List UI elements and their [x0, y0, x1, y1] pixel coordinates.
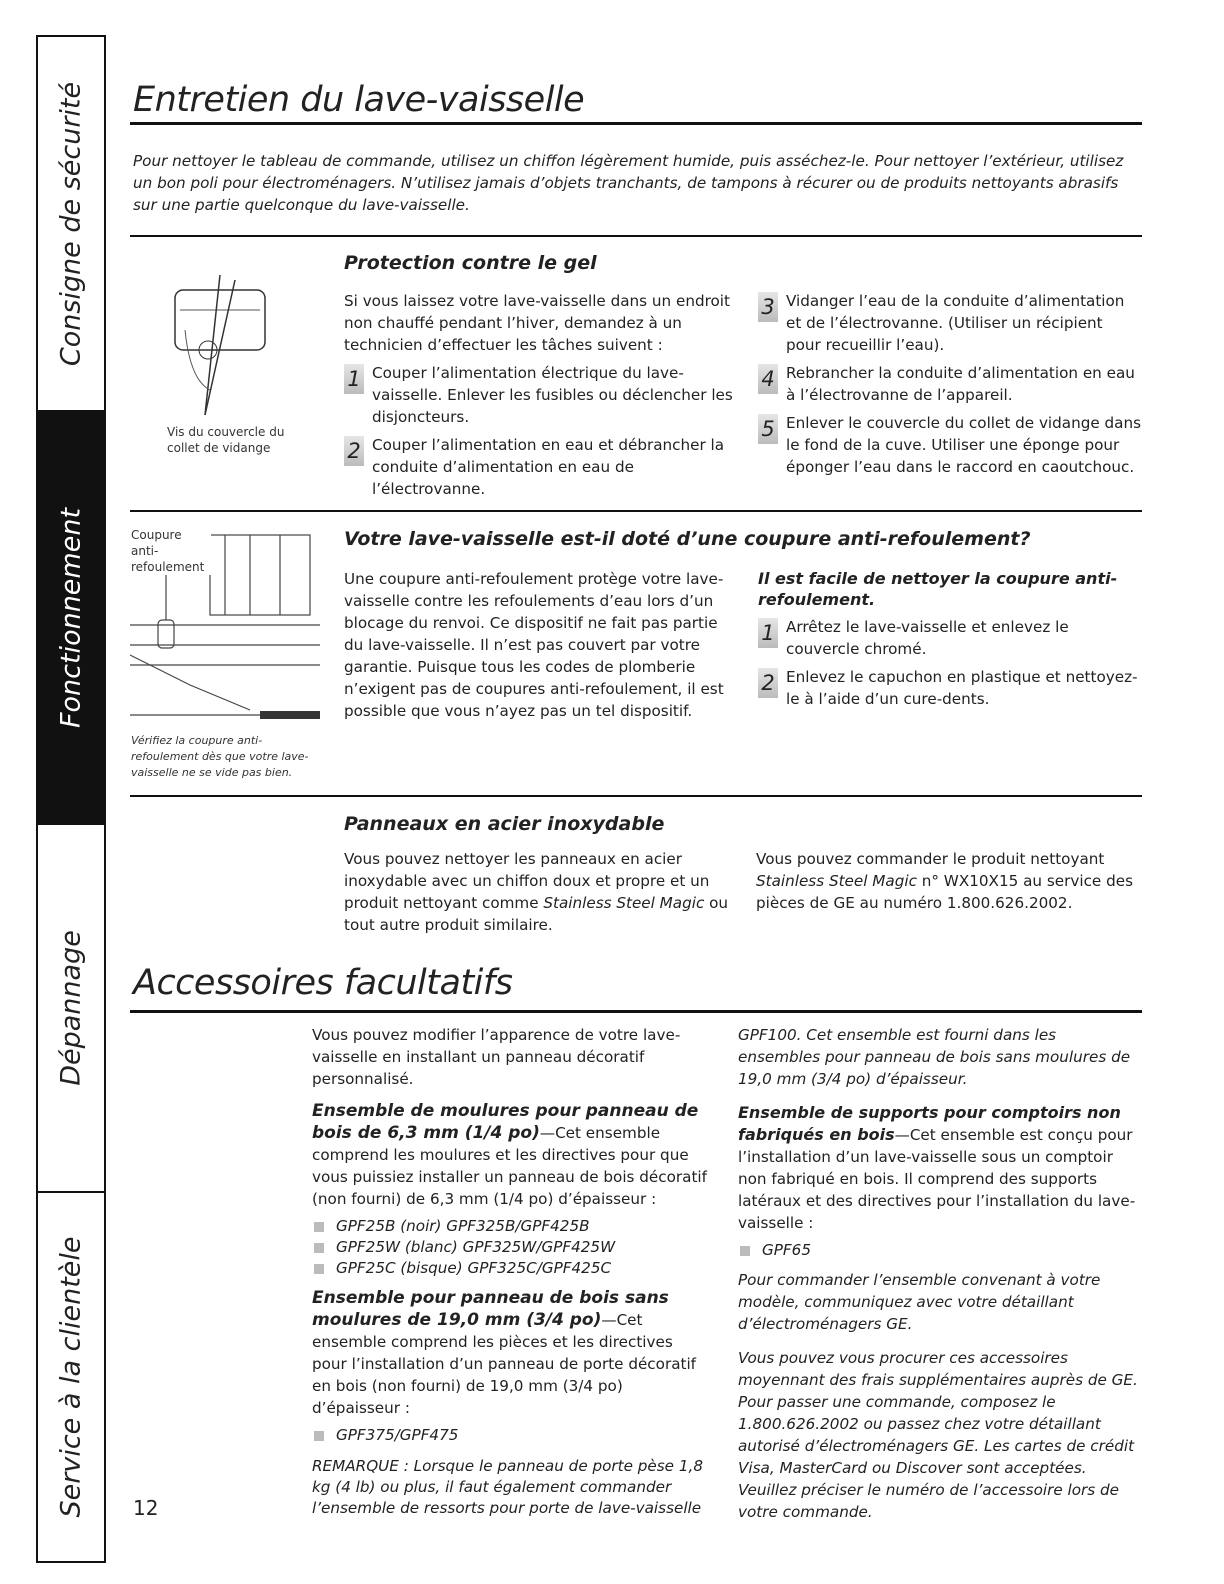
accessoires-left-column — [312, 1024, 707, 1519]
tab-consigne-securite[interactable]: Consigne de sécurité — [38, 37, 104, 412]
remarque: REMARQUE : Lorsque le panneau de porte pèse 1,8 kg (4 lb) ou plus, il faut également commander l’ensemble de ressorts pour porte de lave-vaisselle — [312, 1457, 704, 1517]
kit1: Ensemble de moulures pour panneau de bois de 6,3 mm (1/4 po)—Cet ensemble comprend les moulures et les directives pour que vous puissiez installer un panneau de bois décoratif (non fourni) de 6,3 mm (1/4 po) d’épaisseur : — [312, 1101, 707, 1208]
gel-step: 2 Couper l’alimentation en eau et débrancher la conduite d’alimentation en eau de l’électrovanne. — [344, 434, 736, 500]
entretien-intro: Pour nettoyer le tableau de commande, utilisez un chiffon légèrement humide, puis asséchez-le. Pour nettoyer l’extérieur, utilisez un bon poli pour électroménagers. N’utilisez jamais d’objets tranchants, de tampons à récurer ou de produits nettoyants abrasifs sur une partie quelconque du lave-vaisselle. — [133, 152, 1124, 214]
inox-left: Vous pouvez nettoyer les panneaux en acier inoxydable avec un chiffon doux et propre et un produit nettoyant comme Stainless Steel Magic ou tout autre produit similaire. — [344, 850, 729, 934]
gel-step: 3 Vidanger l’eau de la conduite d’alimentation et de l’électrovanne. (Utiliser un récipient pour recueillir l’eau). — [758, 290, 1142, 356]
coupure-step: 2 Enlevez le capuchon en plastique et nettoyez-le à l’aide d’un cure-dents. — [758, 666, 1138, 710]
tab-service-clientele[interactable]: Service à la clientèle — [55, 1236, 87, 1518]
coupure-subheading: Il est facile de nettoyer la coupure anti-refoulement. — [758, 569, 1118, 609]
list-item: GPF25C (bisque) GPF325C/GPF425C — [312, 1258, 707, 1279]
kit3: Ensemble de supports pour comptoirs non fabriqués en bois—Cet ensemble est conçu pour l’installation d’un lave-vaisselle sous un comptoir non fabriqué en bois. Il comprend des supports latéraux et des directives pour l’installation du lave-vaisselle : — [738, 1103, 1136, 1232]
tab-depannage[interactable]: Dépannage — [38, 825, 104, 1193]
coupure-right-column — [758, 568, 1138, 716]
list-item: GPF65 — [738, 1240, 1138, 1261]
drain-cover-caption: Vis du couvercle du collet de vidange — [167, 425, 285, 455]
kit1-list — [312, 1216, 707, 1279]
gel-left-column — [344, 290, 736, 506]
gel-right-column — [758, 290, 1142, 484]
title-rule — [130, 1010, 1142, 1013]
gel-step: 4 Rebrancher la conduite d’alimentation en eau à l’électrovanne de l’appareil. — [758, 362, 1142, 406]
coupure-body: Une coupure anti-refoulement protège votre lave-vaisselle contre les refoulements d’eau lors d’un blocage du renvoi. Ce dispositif ne fait pas partie du lave-vaisselle. Il n’est pas couvert par votre garantie. Puisque tous les codes de plomberie n’exigent pas de coupures anti-refoulement, il est possible que vous n’ayez pas un tel dispositif. — [344, 570, 724, 720]
page-number: 12 — [133, 1496, 159, 1520]
kit3-list — [738, 1240, 1138, 1261]
kit2: Ensemble pour panneau de bois sans moulures de 19,0 mm (3/4 po)—Cet ensemble comprend les pièces et les directives pour l’installation d’un panneau de porte décoratif en bois (non fourni) de 19,0 mm (3/4 po) d’épaisseur : — [312, 1288, 697, 1417]
inox-right: Vous pouvez commander le produit nettoyant Stainless Steel Magic n° WX10X15 au service des pièces de GE au numéro 1.800.626.2002. — [756, 850, 1133, 912]
page-title: Entretien du lave-vaisselle — [133, 80, 585, 120]
divider — [130, 235, 1142, 237]
inox-heading: Panneaux en acier inoxydable — [344, 813, 665, 835]
section-tabs — [36, 35, 106, 1563]
gpf100-note: GPF100. Cet ensemble est fourni dans les ensembles pour panneau de bois sans moulures de 19,0 mm (3/4 po) d’épaisseur. — [738, 1026, 1131, 1088]
drain-cover-illustration — [160, 270, 280, 420]
title-rule — [130, 122, 1142, 125]
procurer-note: Vous pouvez vous procurer ces accessoires moyennant des frais supplémentaires auprès de GE. Pour passer une commande, composez le 1.800.626.2002 ou passez chez votre détaillant autorisé d’électroménagers GE. Les cartes de crédit Visa, MasterCard ou Discover sont acceptées. Veuillez préciser le numéro de l’accessoire lors de votre commande. — [738, 1349, 1138, 1521]
air-gap-caption: Vérifiez la coupure anti-refoulement dès que votre lave-vaisselle ne se vide pas bien. — [131, 734, 309, 779]
accessoires-intro: Vous pouvez modifier l’apparence de votre lave-vaisselle en installant un panneau décoratif personnalisé. — [312, 1026, 681, 1088]
kit2-list — [312, 1425, 707, 1446]
commander-note: Pour commander l’ensemble convenant à votre modèle, communiquez avec votre détaillant d’électroménagers GE. — [738, 1271, 1101, 1333]
divider — [130, 510, 1142, 512]
gel-intro: Si vous laissez votre lave-vaisselle dans un endroit non chauffé pendant l’hiver, demandez à un technicien d’effectuer les tâches suivent : — [344, 292, 730, 354]
gel-heading: Protection contre le gel — [344, 252, 597, 274]
gel-step: 5 Enlever le couvercle du collet de vidange dans le fond de la cuve. Utiliser une éponge pour éponger l’eau dans le raccord en caoutchouc. — [758, 412, 1142, 478]
accessoires-title: Accessoires facultatifs — [133, 963, 513, 1003]
coupure-heading: Votre lave-vaisselle est-il doté d’une coupure anti-refoulement? — [344, 528, 1031, 550]
air-gap-label: Coupure anti-refoulement — [131, 527, 211, 575]
list-item: GPF375/GPF475 — [312, 1425, 707, 1446]
list-item: GPF25W (blanc) GPF325W/GPF425W — [312, 1237, 707, 1258]
accessoires-right-column — [738, 1024, 1138, 1523]
divider — [130, 795, 1142, 797]
list-item: GPF25B (noir) GPF325B/GPF425B — [312, 1216, 707, 1237]
coupure-step: 1 Arrêtez le lave-vaisselle et enlevez le couvercle chromé. — [758, 616, 1138, 660]
gel-step: 1 Couper l’alimentation électrique du lave-vaisselle. Enlever les fusibles ou déclencher les disjoncteurs. — [344, 362, 736, 428]
tab-fonctionnement[interactable]: Fonctionnement — [38, 412, 104, 825]
